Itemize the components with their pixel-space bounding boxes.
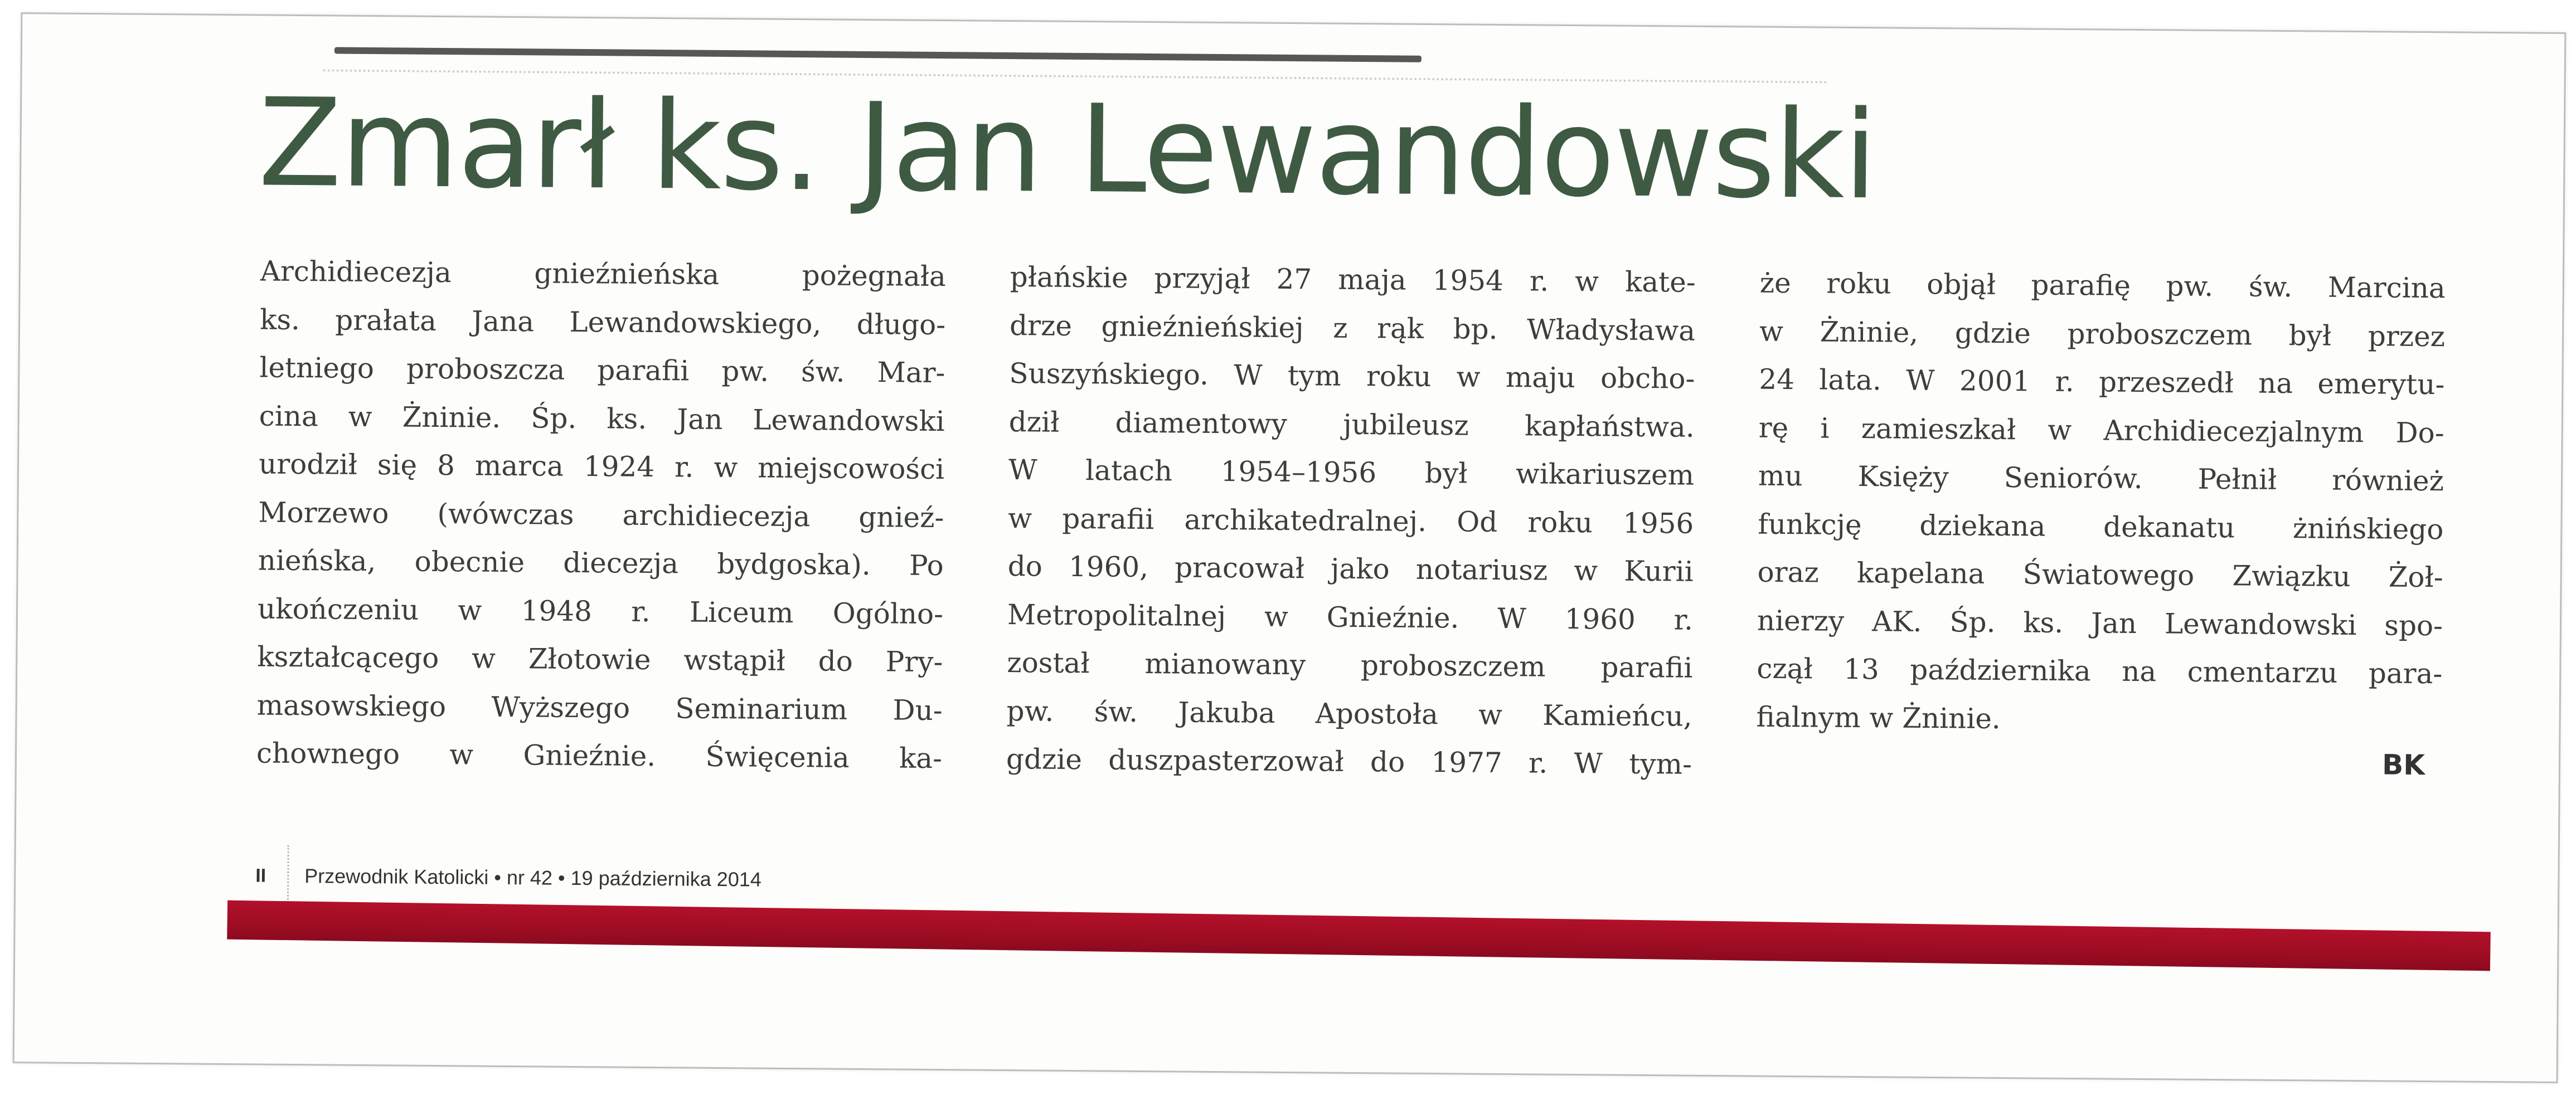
text-line: do 1960, pracował jako notariusz w Kurii xyxy=(1007,550,1694,588)
page-number: II xyxy=(255,864,266,887)
text-line: funkcję dziekana dekanatu żnińskiego xyxy=(1758,508,2444,546)
top-rule xyxy=(334,47,1422,62)
text-line: 24 lata. W 2001 r. przeszedł na emerytu- xyxy=(1759,363,2445,401)
text-line: że roku objął parafię pw. św. Marcina xyxy=(1759,266,2446,305)
text-line: kształcącego w Złotowie wstąpił do Pry- xyxy=(257,640,943,679)
article-column-3 xyxy=(1755,259,2446,828)
author-signature: BK xyxy=(2381,748,2425,782)
text-line: letniego proboszcza parafii pw. św. Mar- xyxy=(259,351,945,390)
text-line: nieńska, obecnie diecezja bydgoska). Po xyxy=(258,544,944,582)
text-line: ks. prałata Jana Lewandowskiego, długo- xyxy=(259,303,946,341)
text-line: Suszyńskiego. W tym roku w maju obcho- xyxy=(1009,357,1695,395)
text-line: mu Księży Seniorów. Pełnił również xyxy=(1758,459,2444,498)
text-line: nierzy AK. Śp. ks. Jan Lewandowski spo- xyxy=(1757,604,2443,642)
text-line: fialnym w Żninie. xyxy=(1756,700,2001,735)
text-line: Metropolitalnej w Gnieźnie. W 1960 r. xyxy=(1007,598,1694,636)
text-line: Archidiecezja gnieźnieńska pożegnała xyxy=(260,255,947,293)
red-band xyxy=(227,901,2491,971)
text-line: drze gnieźnieńskiej z rąk bp. Władysława xyxy=(1009,309,1696,347)
text-line: płańskie przyjął 27 maja 1954 r. w kate- xyxy=(1010,261,1696,299)
text-line: cina w Żninie. Śp. ks. Jan Lewandowski xyxy=(259,399,945,437)
text-line: W latach 1954–1956 był wikariuszem xyxy=(1008,454,1695,491)
article-column-2 xyxy=(1006,253,1696,821)
text-line: chownego w Gnieźnie. Święcenia ka- xyxy=(256,737,943,775)
text-line: gdzie duszpasterzował do 1977 r. W tym- xyxy=(1006,743,1692,781)
text-line: pw. św. Jakuba Apostoła w Kamieńcu, xyxy=(1006,694,1692,733)
text-line: oraz kapelana Światowego Związku Żoł- xyxy=(1757,556,2443,594)
text-line: masowskiego Wyższego Seminarium Du- xyxy=(256,688,943,727)
text-line: ukończeniu w 1948 r. Liceum Ogólno- xyxy=(257,592,944,630)
article-title: Zmarł ks. Jan Lewandowski xyxy=(258,72,1877,227)
article-body xyxy=(256,247,2446,827)
text-line: rę i zamieszkał w Archidiecezjalnym Do- xyxy=(1758,411,2444,449)
text-line: czął 13 października na cmentarzu para- xyxy=(1757,652,2443,690)
text-line: urodził się 8 marca 1924 r. w miejscowości xyxy=(258,447,945,486)
text-line: został mianowany proboszczem parafii xyxy=(1007,646,1693,684)
page-footer xyxy=(255,845,761,910)
text-line: dził diamentowy jubileusz kapłaństwa. xyxy=(1008,405,1695,444)
text-line: w parafii archikatedralnej. Od roku 1956 xyxy=(1008,502,1694,540)
article-column-1 xyxy=(256,247,946,815)
text-line: w Żninie, gdzie proboszczem był przez xyxy=(1759,315,2446,353)
publication-info: Przewodnik Katolicki • nr 42 • 19 października 2014 xyxy=(304,864,762,891)
newspaper-clipping xyxy=(13,12,2567,1083)
text-line: Morzewo (wówczas archidiecezja gnieź- xyxy=(258,495,944,534)
footer-divider xyxy=(287,845,289,907)
